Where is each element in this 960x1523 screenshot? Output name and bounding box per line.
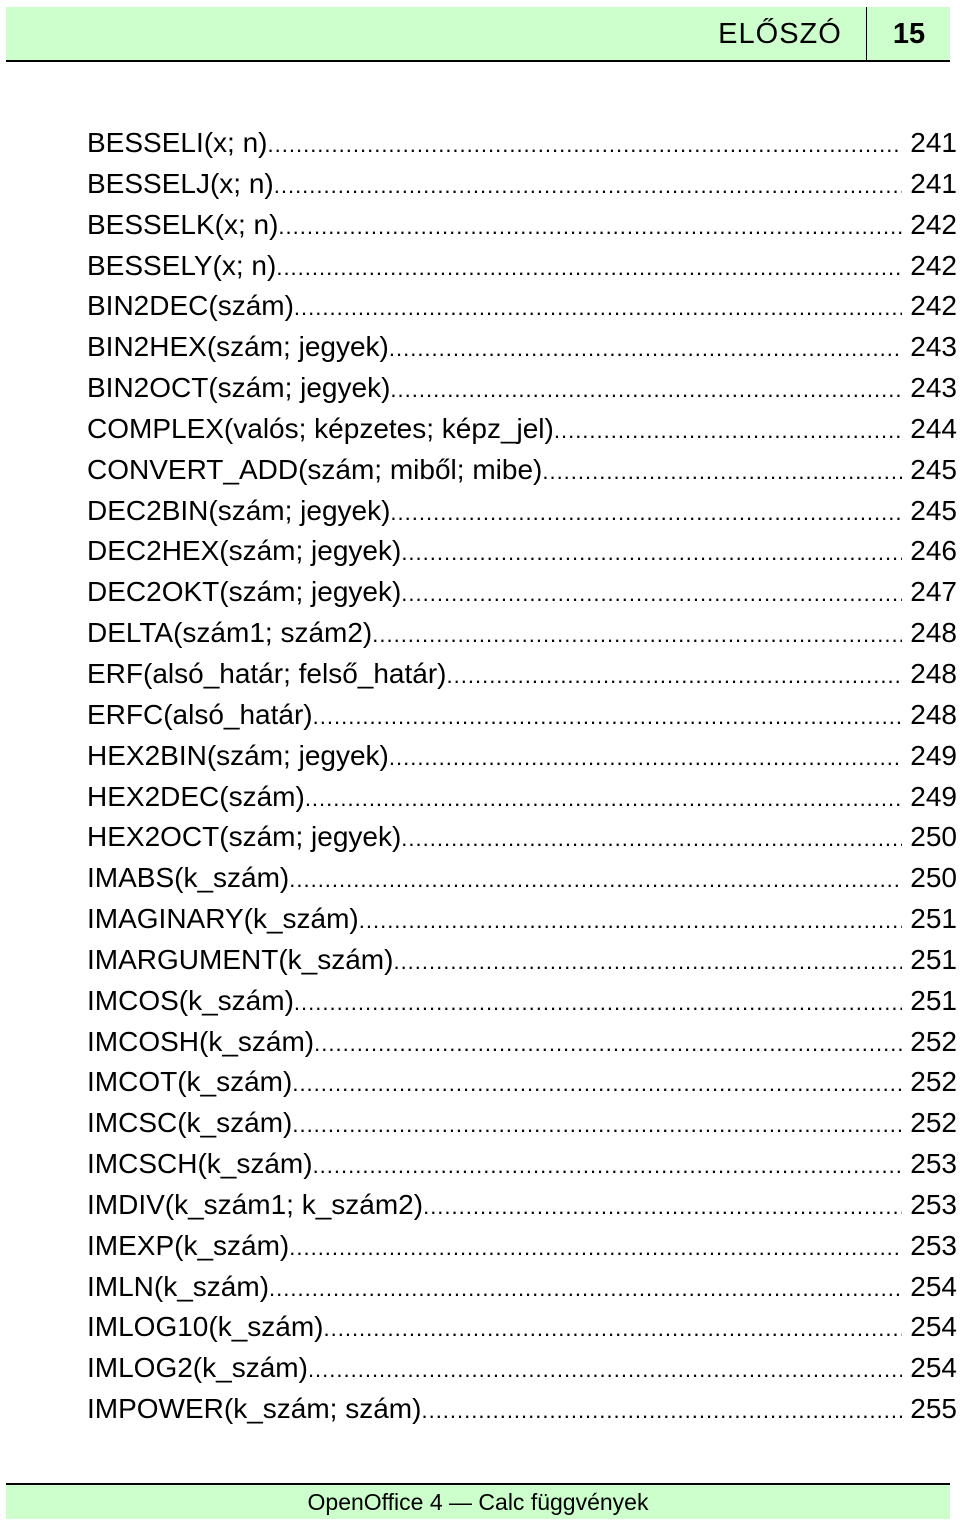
toc-entry-label: IMABS(k_szám)	[87, 862, 290, 894]
toc-entry[interactable]	[87, 368, 957, 409]
toc-entry[interactable]	[87, 164, 957, 205]
toc-entry-label: IMARGUMENT(k_szám)	[87, 943, 394, 975]
toc-entry[interactable]	[87, 1389, 957, 1430]
toc-entry-label: IMDIV(k_szám1; k_szám2)	[87, 1188, 424, 1220]
toc-entry-page: 242	[910, 208, 957, 240]
dot-leader	[542, 452, 902, 491]
toc-entry-page: 241	[910, 167, 957, 199]
toc-entry[interactable]	[87, 246, 957, 287]
dot-leader	[389, 329, 902, 368]
dot-leader	[289, 1228, 902, 1267]
dot-leader	[276, 248, 902, 287]
dot-leader	[359, 901, 903, 940]
dot-leader	[390, 370, 902, 409]
toc-entry-page: 251	[910, 984, 957, 1016]
toc-entry[interactable]	[87, 981, 957, 1022]
header-divider	[866, 7, 867, 60]
toc-entry[interactable]	[87, 1144, 957, 1185]
toc-entry[interactable]	[87, 1103, 957, 1144]
toc-entry[interactable]	[87, 205, 957, 246]
toc-entry-page: 242	[910, 249, 957, 281]
toc-entry-label: IMCOS(k_szám)	[87, 984, 294, 1016]
toc-entry-label: IMEXP(k_szám)	[87, 1229, 290, 1261]
toc-entry-label: ERF(alsó_határ; felső_határ)	[87, 657, 447, 689]
dot-leader	[401, 533, 902, 572]
toc-entry-page: 254	[910, 1352, 957, 1384]
dot-leader	[269, 1269, 902, 1308]
dot-leader	[421, 1391, 902, 1430]
toc-entry-page: 246	[910, 535, 957, 567]
toc-entry-label: IMCOSH(k_szám)	[87, 1025, 315, 1057]
toc-entry-page: 250	[910, 821, 957, 853]
toc-entry-label: BESSELI(x; n)	[87, 127, 268, 158]
toc-entry[interactable]	[87, 940, 957, 981]
dot-leader	[313, 697, 903, 736]
toc-entry[interactable]	[87, 1226, 957, 1267]
toc-entry-page: 241	[910, 127, 957, 158]
toc-entry[interactable]	[87, 1348, 957, 1389]
toc-entry-page: 248	[910, 657, 957, 689]
toc-entry-label: BIN2HEX(szám; jegyek)	[87, 331, 389, 363]
toc-entry-page: 249	[910, 739, 957, 771]
toc-entry[interactable]	[87, 286, 957, 327]
table-of-contents	[87, 123, 957, 1430]
toc-entry-page: 255	[910, 1393, 957, 1425]
toc-entry-page: 242	[910, 290, 957, 322]
section-title: ELŐSZÓ	[718, 18, 842, 50]
toc-entry[interactable]	[87, 1022, 957, 1063]
dot-leader	[274, 166, 903, 205]
toc-entry-label: BESSELJ(x; n)	[87, 167, 274, 199]
toc-entry-label: IMCSCH(k_szám)	[87, 1148, 313, 1180]
toc-entry-label: IMCSC(k_szám)	[87, 1107, 293, 1139]
toc-entry[interactable]	[87, 777, 957, 818]
dot-leader	[294, 983, 902, 1022]
dot-leader	[401, 819, 902, 858]
toc-entry-label: IMLN(k_szám)	[87, 1270, 270, 1302]
toc-entry[interactable]	[87, 695, 957, 736]
dot-leader	[292, 1064, 902, 1103]
toc-entry-page: 247	[910, 576, 957, 608]
dot-leader	[313, 1146, 903, 1185]
toc-entry[interactable]	[87, 654, 957, 695]
toc-entry-page: 248	[910, 698, 957, 730]
dot-leader	[294, 288, 902, 327]
dot-leader	[305, 779, 902, 818]
toc-entry-label: IMPOWER(k_szám; szám)	[87, 1393, 422, 1425]
toc-entry-label: BIN2OCT(szám; jegyek)	[87, 372, 391, 404]
toc-entry-page: 252	[910, 1107, 957, 1139]
toc-entry-label: DEC2OKT(szám; jegyek)	[87, 576, 402, 608]
toc-entry[interactable]	[87, 1307, 957, 1348]
toc-entry-label: DELTA(szám1; szám2)	[87, 617, 373, 649]
header-rule	[6, 60, 950, 62]
toc-entry-page: 250	[910, 862, 957, 894]
dot-leader	[314, 1024, 902, 1063]
toc-entry-page: 252	[910, 1066, 957, 1098]
toc-entry-label: BESSELY(x; n)	[87, 249, 277, 281]
toc-entry-page: 254	[910, 1311, 957, 1343]
toc-entry-label: COMPLEX(valós; képzetes; képz_jel)	[87, 412, 554, 444]
toc-entry-label: IMLOG10(k_szám)	[87, 1311, 324, 1343]
dot-leader	[292, 1105, 902, 1144]
dot-leader	[308, 1350, 902, 1389]
toc-entry[interactable]	[87, 899, 957, 940]
toc-entry-label: HEX2BIN(szám; jegyek)	[87, 739, 389, 771]
dot-leader	[393, 942, 902, 981]
toc-entry-page: 244	[910, 412, 957, 444]
dot-leader	[401, 574, 902, 613]
toc-entry-label: DEC2HEX(szám; jegyek)	[87, 535, 402, 567]
dot-leader	[390, 493, 902, 532]
dot-leader	[423, 1187, 902, 1226]
dot-leader	[289, 860, 902, 899]
toc-entry-page: 253	[910, 1188, 957, 1220]
toc-entry-page: 252	[910, 1025, 957, 1057]
toc-entry-page: 254	[910, 1270, 957, 1302]
dot-leader	[324, 1309, 903, 1348]
toc-entry[interactable]	[87, 817, 957, 858]
toc-entry-page: 253	[910, 1148, 957, 1180]
dot-leader	[389, 738, 902, 777]
toc-entry[interactable]	[87, 736, 957, 777]
toc-entry-page: 251	[910, 903, 957, 935]
toc-entry-label: BIN2DEC(szám)	[87, 290, 294, 322]
toc-entry-label: BESSELK(x; n)	[87, 208, 279, 240]
toc-entry[interactable]	[87, 1267, 957, 1308]
dot-leader	[278, 207, 902, 246]
toc-entry-label: CONVERT_ADD(szám; miből; mibe)	[87, 453, 543, 485]
toc-entry[interactable]	[87, 1062, 957, 1103]
toc-entry-page: 251	[910, 943, 957, 975]
dot-leader	[372, 615, 902, 654]
toc-entry-page: 243	[910, 372, 957, 404]
toc-entry[interactable]	[87, 123, 957, 164]
toc-entry-page: 245	[910, 453, 957, 485]
toc-entry-page: 253	[910, 1229, 957, 1261]
page-footer: OpenOffice 4 — Calc függvények	[6, 1485, 950, 1519]
toc-entry-label: DEC2BIN(szám; jegyek)	[87, 494, 391, 526]
toc-entry-page: 245	[910, 494, 957, 526]
toc-entry[interactable]	[87, 409, 957, 450]
toc-entry-page: 248	[910, 617, 957, 649]
toc-entry[interactable]	[87, 491, 957, 532]
dot-leader	[447, 656, 903, 695]
toc-entry-label: HEX2DEC(szám)	[87, 780, 305, 812]
toc-entry-label: IMCOT(k_szám)	[87, 1066, 293, 1098]
dot-leader	[268, 125, 903, 164]
toc-entry[interactable]	[87, 327, 957, 368]
toc-entry-label: IMLOG2(k_szám)	[87, 1352, 308, 1384]
toc-entry[interactable]	[87, 1185, 957, 1226]
toc-entry[interactable]	[87, 613, 957, 654]
toc-entry[interactable]	[87, 531, 957, 572]
toc-entry[interactable]	[87, 858, 957, 899]
toc-entry-label: IMAGINARY(k_szám)	[87, 903, 359, 935]
toc-entry-label: ERFC(alsó_határ)	[87, 698, 313, 730]
toc-entry-label: HEX2OCT(szám; jegyek)	[87, 821, 402, 853]
dot-leader	[554, 411, 902, 450]
toc-entry[interactable]	[87, 572, 957, 613]
page-number: 15	[892, 18, 926, 50]
toc-entry[interactable]	[87, 450, 957, 491]
toc-entry-page: 243	[910, 331, 957, 363]
toc-entry-page: 249	[910, 780, 957, 812]
